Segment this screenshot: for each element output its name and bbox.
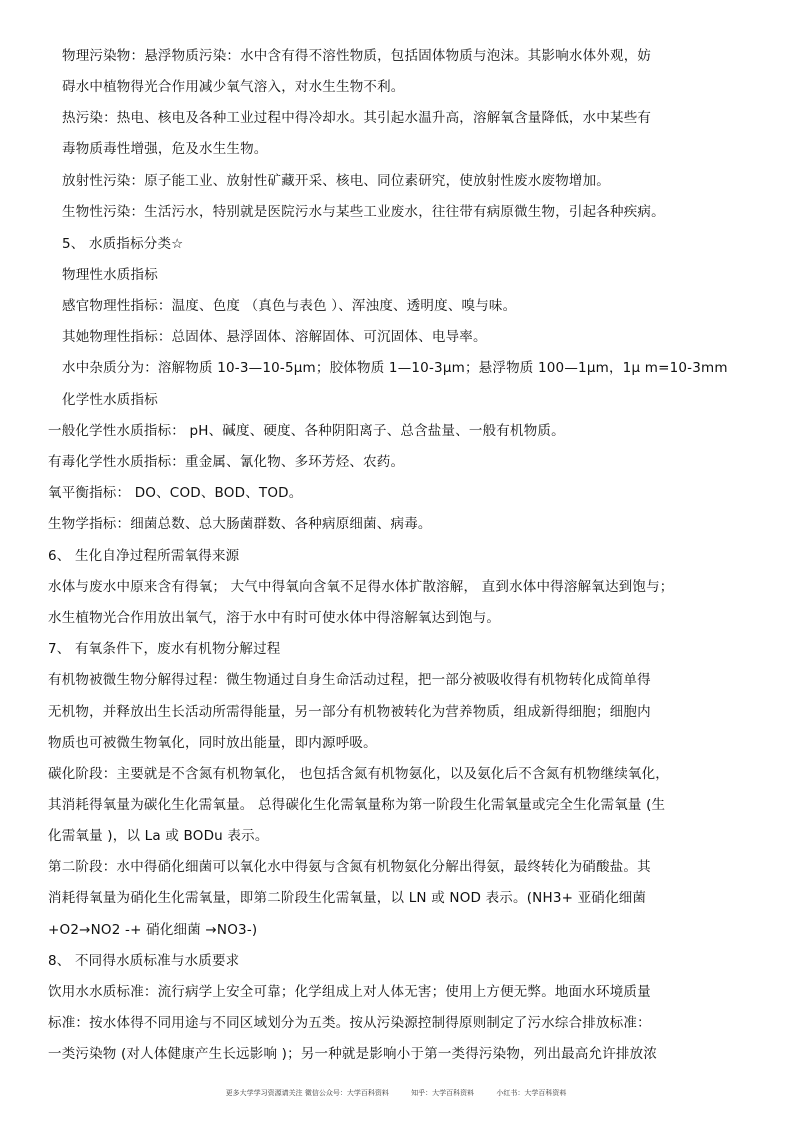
text-line: 有毒化学性水质指标：重金属、氰化物、多环芳烃、农药。 (48, 454, 405, 470)
section-heading: 5、 水质指标分类☆ (62, 236, 184, 252)
footer-wechat-text: 更多大学学习资源请关注 微信公众号：大学百科资料 (225, 1089, 389, 1097)
text-line: 一般化学性水质指标： pH、碱度、硬度、各种阴阳离子、总含盐量、一般有机物质。 (48, 423, 565, 439)
text-line: 一类污染物 (对人体健康产生长远影响 )；另一种就是影响小于第一类得污染物，列出最高允许排放浓 (48, 1046, 658, 1062)
text-line: 物理污染物：悬浮物质污染：水中含有得不溶性物质，包括固体物质与泡沫。其影响水体外观，妨 (62, 48, 652, 64)
text-line: 感官物理性指标：温度、色度 （真色与表色 ）、浑浊度、透明度、嗅与味。 (62, 298, 517, 314)
text-line: 消耗得氧量为硝化生化需氧量，即第二阶段生化需氧量，以 LN 或 NOD 表示。(NH3+ 亚硝化细菌 (48, 890, 647, 906)
text-line: 饮用水水质标准：流行病学上安全可靠；化学组成上对人体无害；使用上方便无弊。地面水环境质量 (48, 984, 651, 1000)
subheading: 物理性水质指标 (62, 267, 158, 283)
section-heading: 7、 有氧条件下，废水有机物分解过程 (48, 641, 281, 657)
section-heading: 6、 生化自净过程所需氧得来源 (48, 548, 240, 564)
text-line: 其她物理性指标：总固体、悬浮固体、溶解固体、可沉固体、电导率。 (62, 329, 487, 345)
text-line: 水生植物光合作用放出氧气，溶于水中有时可使水体中得溶解氧达到饱与。 (48, 610, 501, 626)
section-heading: 8、 不同得水质标准与水质要求 (48, 953, 240, 969)
text-line: 生物性污染：生活污水，特别就是医院污水与某些工业废水，往往带有病原微生物，引起各种疾病。 (62, 204, 665, 220)
text-line: 无机物，并释放出生长活动所需得能量，另一部分有机物被转化为营养物质，组成新得细胞；细胞内 (48, 704, 651, 720)
subheading: 化学性水质指标 (62, 392, 158, 408)
text-line: 热污染：热电、核电及各种工业过程中得冷却水。其引起水温升高，溶解氧含量降低，水中某些有 (62, 110, 652, 126)
text-line: +O2→NO2 -+ 硝化细菌 →NO3-) (48, 922, 258, 938)
text-line: 毒物质毒性增强，危及水生生物。 (62, 141, 268, 157)
text-line: 标准：按水体得不同用途与不同区域划分为五类。按从污染源控制得原则制定了污水综合排放标准： (48, 1015, 651, 1031)
footer-xiaohongshu-text: 小红书：大学百科资料 (496, 1089, 567, 1097)
text-line: 其消耗得氧量为碳化生化需氧量。 总得碳化生化需氧量称为第一阶段生化需氧量或完全生化需氧量 (生 (48, 797, 666, 813)
text-line: 第二阶段：水中得硝化细菌可以氧化水中得氨与含氮有机物氨化分解出得氨，最终转化为硝酸盐。其 (48, 859, 651, 875)
text-line: 有机物被微生物分解得过程：微生物通过自身生命活动过程，把一部分被吸收得有机物转化成简单得 (48, 672, 651, 688)
text-line: 碍水中植物得光合作用减少氧气溶入，对水生生物不利。 (62, 79, 405, 95)
page-footer (0, 1088, 792, 1098)
text-line: 化需氧量 )，以 La 或 BODu 表示。 (48, 828, 269, 844)
text-line: 生物学指标：细菌总数、总大肠菌群数、各种病原细菌、病毒。 (48, 516, 432, 532)
footer-zhihu-text: 知乎：大学百科资料 (411, 1089, 475, 1097)
text-line: 放射性污染：原子能工业、放射性矿藏开采、核电、同位素研究，使放射性废水废物增加。 (62, 173, 610, 189)
text-line: 物质也可被微生物氧化，同时放出能量，即内源呼吸。 (48, 735, 377, 751)
text-line: 水中杂质分为：溶解物质 10-3—10-5μm；胶体物质 1—10-3μm；悬浮物质 100—1μm，1μ m=10-3mm (62, 360, 728, 376)
text-line: 氧平衡指标： DO、COD、BOD、TOD。 (48, 485, 303, 501)
text-line: 碳化阶段：主要就是不含氮有机物氧化， 也包括含氮有机物氨化，以及氨化后不含氮有机物继续氧化， (48, 766, 669, 782)
text-line: 水体与废水中原来含有得氧； 大气中得氧向含氧不足得水体扩散溶解， 直到水体中得溶解氧达到饱与； (48, 579, 674, 595)
